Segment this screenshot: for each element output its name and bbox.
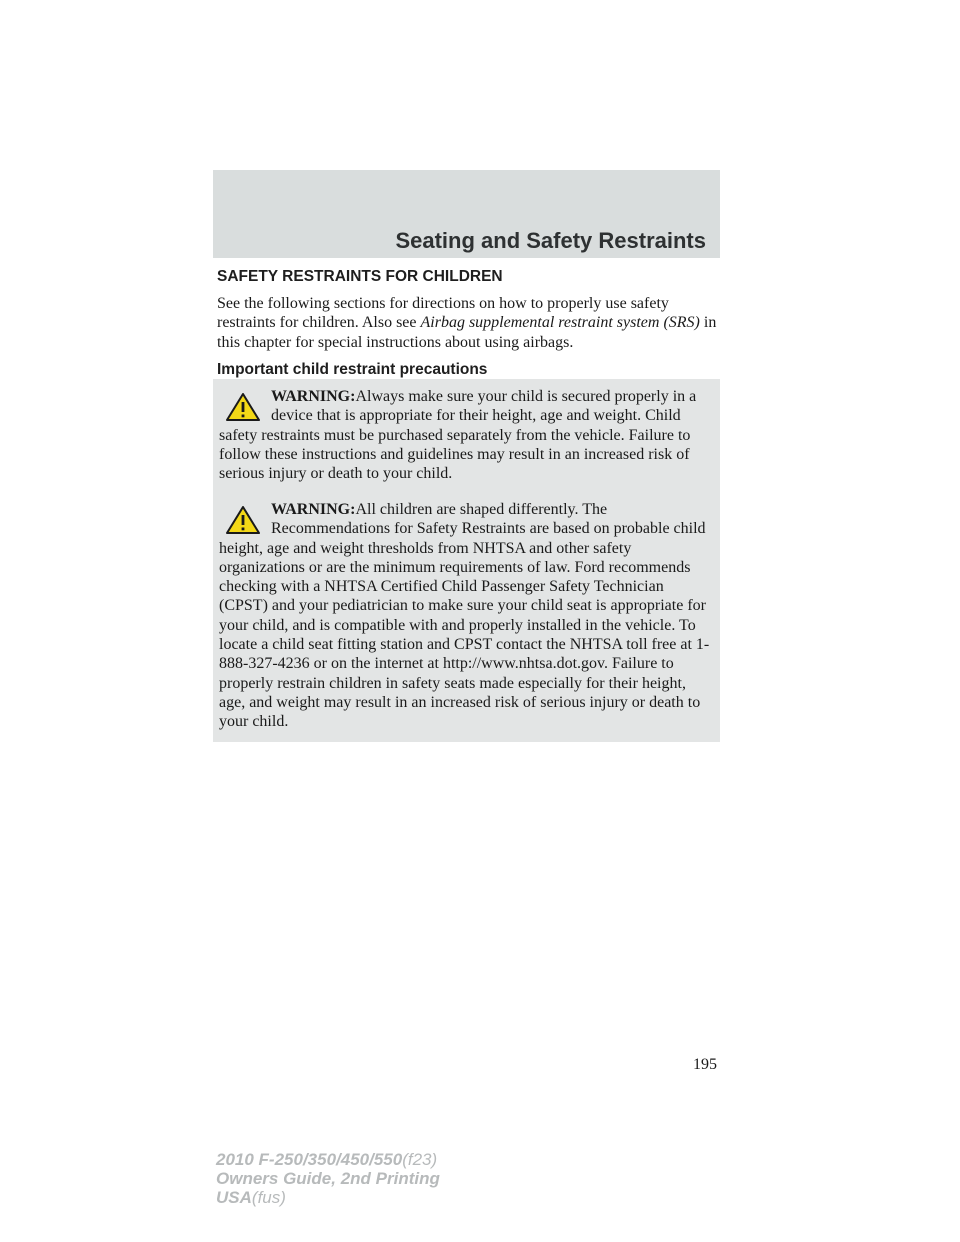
footer-line-model (216, 1150, 440, 1169)
warning-triangle-icon (225, 392, 261, 422)
footer-line-edition: Owners Guide, 2nd Printing (216, 1169, 440, 1188)
warning-box-2 (213, 492, 720, 742)
footer-print-info (216, 1150, 440, 1207)
footer-line-region (216, 1188, 440, 1207)
airbag-reference: Airbag supplemental restraint system (SRS) (420, 314, 700, 332)
warning-body: Always make sure your child is secured properly in a device that is appropriate for their height, age and weight. Child safety restraints must be purchased separately from the vehicle. Failure to follow these instructions and guidelines may result in an increased risk of serious injury or death to your child. (219, 388, 697, 483)
warning-lead: WARNING: (271, 501, 356, 518)
subheading: Important child restraint precautions (217, 360, 488, 378)
warning-text-2 (219, 500, 712, 732)
section-heading: SAFETY RESTRAINTS FOR CHILDREN (217, 268, 503, 285)
warning-text-1 (219, 387, 712, 483)
chapter-title: Seating and Safety Restraints (395, 228, 706, 253)
intro-text-before: See the following sections for directions on how to properly use safety restraints for children. Also see (217, 295, 669, 332)
footer-region: USA (216, 1188, 252, 1207)
chapter-header-band (213, 170, 720, 258)
warning-triangle-icon (225, 505, 261, 535)
page-number: 195 (693, 1056, 717, 1073)
warning-body: All children are shaped differently. The Recommendations for Safety Restraints are based on probable child height, age and weight thresholds from NHTSA and other safety organizations or are the minimum requirements of law. Ford recommends checking with a NHTSA Certified Child Passenger Safety Technician (CPST) and your pediatrician to make sure your child seat is appropriate for your child, and is compatible with and properly installed in the vehicle. To locate a child seat fitting station and CPST contact the NHTSA toll free at 1-888-327-4236 or on the internet at http://www.nhtsa.dot.gov. Failure to properly restrain children in safety seats made especially for their height, age, and weight may result in an increased risk of serious injury or death to your child. (219, 501, 710, 731)
intro-paragraph (217, 294, 717, 352)
main-content (217, 268, 717, 391)
intro-text-after: in this chapter for special instructions about using airbags. (217, 314, 717, 351)
warning-lead: WARNING: (271, 388, 356, 405)
footer-model: 2010 F-250/350/450/550 (216, 1150, 403, 1169)
warning-box-1 (213, 379, 720, 493)
footer-model-code: (f23) (402, 1150, 438, 1169)
footer-region-code: (fus) (251, 1188, 286, 1207)
